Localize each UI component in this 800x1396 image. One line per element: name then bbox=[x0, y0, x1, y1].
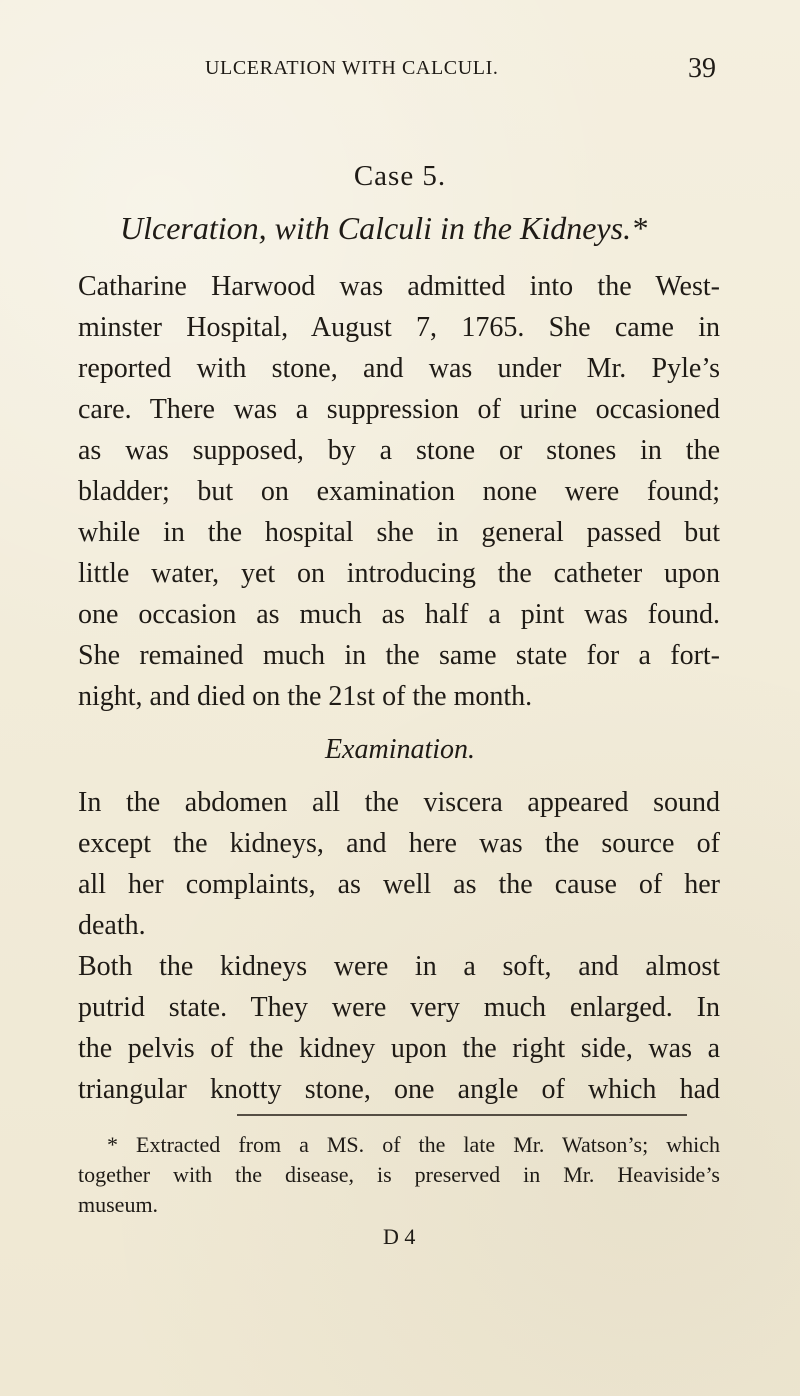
paragraph-line: all her complaints, as well as the cause of her bbox=[78, 869, 720, 900]
paragraph-line: triangular knotty stone, one angle of which had bbox=[78, 1074, 720, 1105]
running-head-title: ULCERATION WITH CALCULI. bbox=[205, 57, 499, 79]
paragraph-line: Both the kidneys were in a soft, and almost bbox=[78, 951, 720, 982]
case-subtitle: Ulceration, with Calculi in the Kidneys.* bbox=[120, 210, 648, 246]
paragraph-line: putrid state. They were very much enlarged. In bbox=[78, 992, 720, 1023]
paragraph-line: one occasion as much as half a pint was found. bbox=[78, 599, 720, 630]
paragraph-line: bladder; but on examination none were found; bbox=[78, 476, 720, 507]
page-number: 39 bbox=[688, 53, 716, 84]
footnote-rule bbox=[237, 1114, 687, 1116]
paragraph-line: She remained much in the same state for a fort- bbox=[78, 640, 720, 671]
paragraph-line: reported with stone, and was under Mr. Pyle’s bbox=[78, 353, 720, 384]
paragraph-line: the pelvis of the kidney upon the right side, was a bbox=[78, 1033, 720, 1064]
paragraph-line: Catharine Harwood was admitted into the West- bbox=[78, 271, 720, 302]
signature-mark: D 4 bbox=[383, 1224, 416, 1249]
case-title: Case 5. bbox=[353, 160, 447, 192]
paragraph-line: as was supposed, by a stone or stones in the bbox=[78, 435, 720, 466]
paragraph-line: night, and died on the 21st of the month. bbox=[78, 681, 533, 712]
footnote-line: museum. bbox=[78, 1192, 159, 1217]
paragraph-line: death. bbox=[78, 910, 146, 941]
section-heading: Examination. bbox=[324, 734, 476, 765]
paragraph-line: except the kidneys, and here was the source of bbox=[78, 828, 720, 859]
paragraph-line: while in the hospital she in general passed but bbox=[78, 517, 720, 548]
paragraph-line: minster Hospital, August 7, 1765. She came in bbox=[78, 312, 720, 343]
paragraph-line: little water, yet on introducing the catheter upon bbox=[78, 558, 720, 589]
footnote-line: * Extracted from a MS. of the late Mr. Watson’s; which bbox=[107, 1132, 720, 1157]
paragraph-line: care. There was a suppression of urine occasioned bbox=[78, 394, 720, 425]
footnote-line: together with the disease, is preserved in Mr. Heaviside’s bbox=[78, 1162, 720, 1187]
paragraph-line: In the abdomen all the viscera appeared sound bbox=[78, 787, 720, 818]
